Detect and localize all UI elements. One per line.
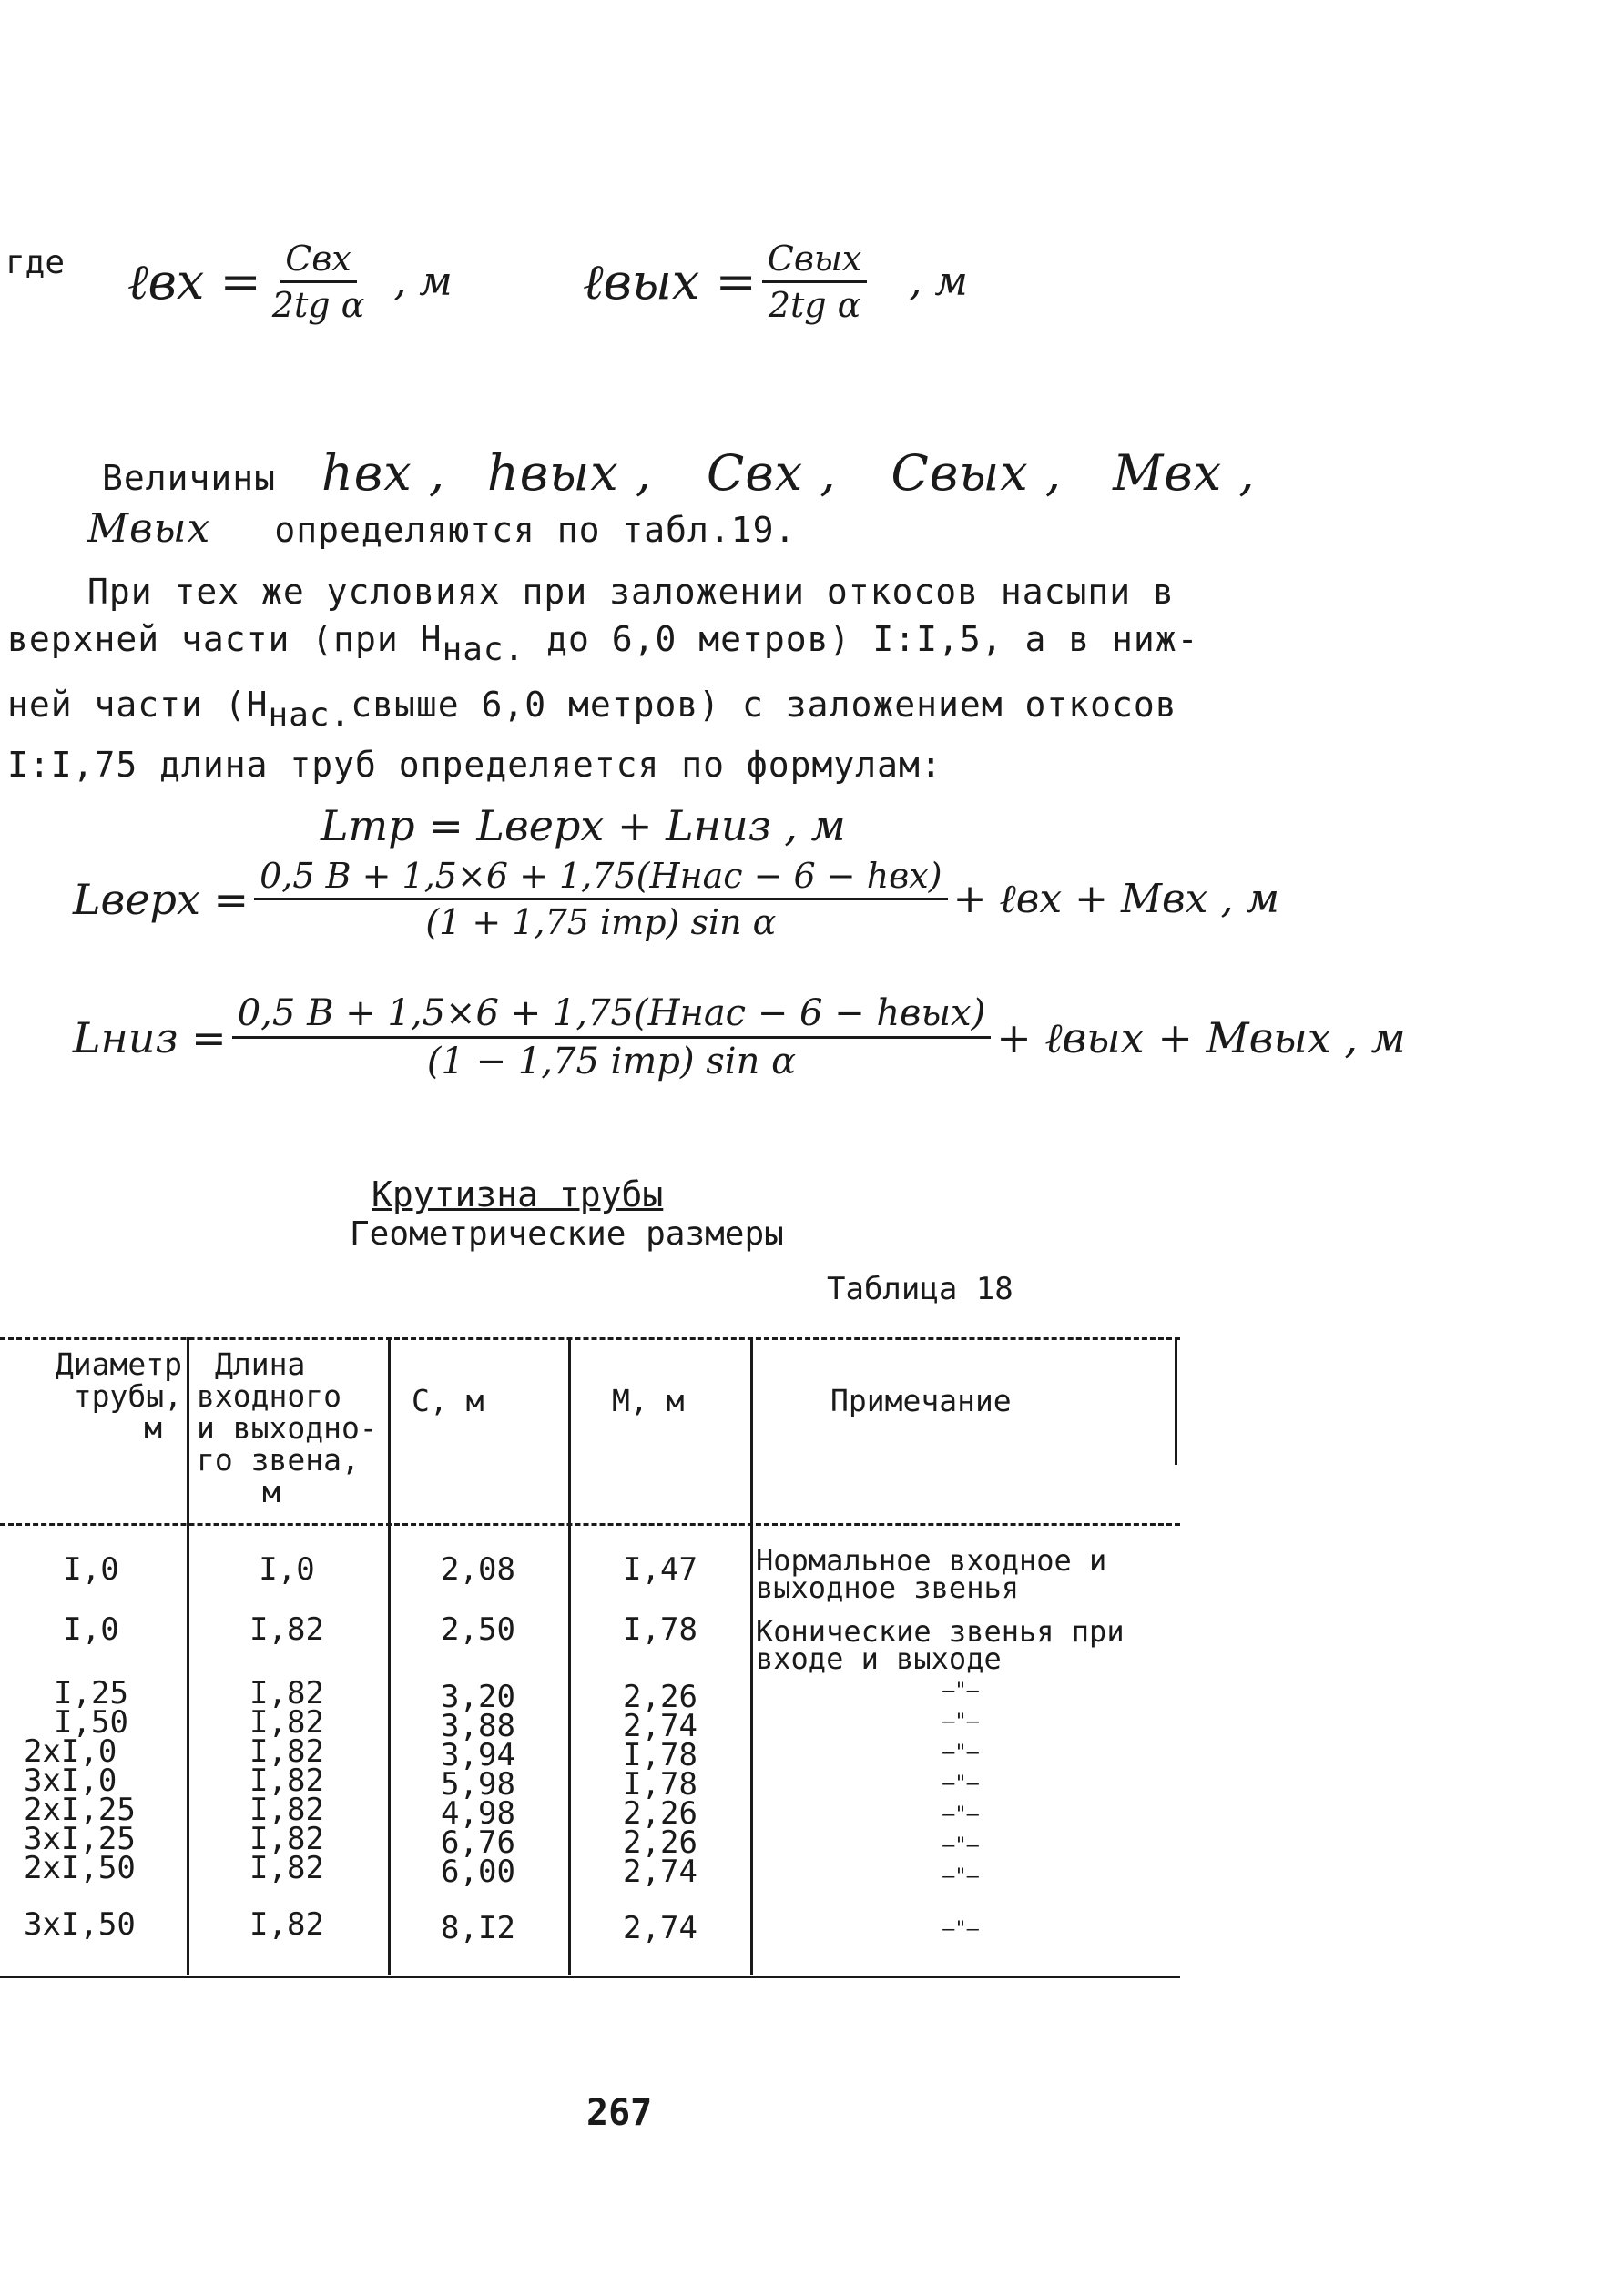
- symbol-h-out: hвых ,: [487, 444, 653, 502]
- row-3-c: 3,20: [441, 1679, 515, 1715]
- row-9-length: I,82: [249, 1850, 324, 1886]
- row-9-note: –"–: [942, 1865, 979, 1888]
- header-c: С, м: [412, 1383, 484, 1418]
- formula-lower-fraction: [232, 992, 991, 1082]
- table-col-divider-3: [568, 1337, 571, 1975]
- header-length-line-1: Длина: [215, 1346, 306, 1382]
- formula-upper-denominator: (1 + 1,75 iтр) sin α: [425, 902, 777, 942]
- table-right-edge: [1175, 1337, 1177, 1465]
- row-7-c: 4,98: [441, 1795, 515, 1832]
- row-1-m: I,47: [623, 1551, 697, 1588]
- row-6-diameter: 3xI,0: [24, 1763, 117, 1799]
- conditions-line-3b: свыше 6,0 метров) с заложением откосов: [351, 685, 1177, 725]
- conditions-line-3-sub: нас.: [268, 696, 351, 734]
- row-2-diameter: I,0: [63, 1611, 119, 1648]
- row-6-m: I,78: [623, 1766, 697, 1803]
- row-7-m: 2,26: [623, 1795, 697, 1832]
- header-m: М, м: [612, 1383, 685, 1418]
- row-10-length: I,82: [249, 1906, 324, 1943]
- l-out-fraction: [762, 239, 868, 325]
- row-8-c: 6,76: [441, 1824, 515, 1861]
- table-col-divider-4: [750, 1337, 753, 1975]
- row-10-m: 2,74: [623, 1910, 697, 1946]
- row-8-m: 2,26: [623, 1824, 697, 1861]
- formula-lower-numerator: 0,5 В + 1,5×6 + 1,75(Ннас − 6 − hвых): [232, 992, 991, 1039]
- row-9-c: 6,00: [441, 1854, 515, 1890]
- table-title: Крутизна трубы: [372, 1174, 664, 1214]
- row-1-length: I,0: [259, 1551, 315, 1588]
- formula-lower: [73, 992, 1406, 1082]
- conditions-line-2: [7, 619, 1198, 668]
- row-5-m: I,78: [623, 1737, 697, 1773]
- page-number: 267: [586, 2092, 653, 2134]
- conditions-line-1: При тех же условиях при заложении откосов насыпи в: [87, 572, 1175, 612]
- symbol-c-out: Свых ,: [891, 444, 1063, 502]
- formula-lower-tail: + ℓвых + Мвых , м: [996, 1012, 1406, 1062]
- row-5-c: 3,94: [441, 1737, 515, 1773]
- row-10-c: 8,I2: [441, 1910, 515, 1946]
- where-word: где: [5, 244, 66, 281]
- formula-lower-denominator: (1 − 1,75 iтр) sin α: [426, 1041, 797, 1082]
- table-label: Таблица 18: [827, 1271, 1013, 1307]
- header-diameter-line-1: Диаметр: [55, 1346, 182, 1382]
- row-1-note-line-2: выходное звенья: [756, 1570, 1019, 1605]
- row-4-c: 3,88: [441, 1708, 515, 1744]
- l-out-unit: , м: [909, 259, 968, 305]
- row-4-note: –"–: [942, 1711, 979, 1733]
- row-1-note-line-1: Нормальное входное и: [756, 1543, 1107, 1578]
- l-out-lhs: ℓвых =: [583, 253, 757, 310]
- table-bottom-rule: [0, 1976, 1180, 1978]
- conditions-line-2a: верхней части (при Н: [7, 619, 443, 659]
- values-lead: Величины: [102, 458, 277, 498]
- formula-upper-fraction: [254, 856, 947, 942]
- values-line-2: [87, 505, 796, 552]
- row-9-m: 2,74: [623, 1854, 697, 1890]
- conditions-line-4: I:I,75 длина труб определяется по формулам:: [7, 745, 942, 785]
- conditions-line-3: [7, 685, 1177, 734]
- header-length-line-3: и выходно-: [197, 1410, 378, 1446]
- row-6-length: I,82: [249, 1763, 324, 1799]
- table-col-divider-2: [388, 1337, 391, 1975]
- row-1-c: 2,08: [441, 1551, 515, 1588]
- formula-l-out: [583, 239, 968, 325]
- row-8-length: I,82: [249, 1821, 324, 1857]
- formula-upper-tail: + ℓвх + Мвх , м: [952, 876, 1279, 922]
- row-6-c: 5,98: [441, 1766, 515, 1803]
- row-7-note: –"–: [942, 1803, 979, 1826]
- l-in-lhs: ℓвх =: [127, 253, 261, 310]
- l-in-fraction: [267, 239, 371, 325]
- row-5-length: I,82: [249, 1733, 324, 1770]
- formula-upper-lhs: Lверх =: [73, 874, 249, 924]
- row-2-length: I,82: [249, 1611, 324, 1648]
- values-tail: определяются по табл.19.: [274, 510, 797, 550]
- formula-total-length: Lтр = Lверх + Lниз , м: [321, 801, 846, 850]
- row-4-diameter: I,50: [54, 1704, 128, 1741]
- l-in-unit: , м: [393, 259, 453, 305]
- header-note: Примечание: [830, 1383, 1012, 1418]
- row-3-diameter: I,25: [54, 1675, 128, 1712]
- table-header-rule: [0, 1523, 1180, 1526]
- header-length-line-4: го звена,: [197, 1442, 360, 1478]
- table-col-divider-1: [187, 1337, 189, 1975]
- row-2-note-line-2: входе и выходе: [756, 1641, 1002, 1676]
- header-diameter-line-3: м: [144, 1410, 162, 1446]
- row-3-length: I,82: [249, 1675, 324, 1712]
- symbol-c-in: Свх ,: [707, 444, 837, 502]
- formula-intro: [5, 244, 128, 281]
- dimensions-table: [0, 1316, 1180, 1980]
- row-10-note: –"–: [942, 1918, 979, 1941]
- row-5-note: –"–: [942, 1742, 979, 1764]
- header-diameter-line-2: трубы,: [73, 1378, 182, 1414]
- row-3-m: 2,26: [623, 1679, 697, 1715]
- row-1-diameter: I,0: [63, 1551, 119, 1588]
- formula-lower-lhs: Lниз =: [73, 1012, 227, 1062]
- header-length-line-5: м: [262, 1474, 280, 1509]
- header-length: [197, 1348, 388, 1508]
- row-8-note: –"–: [942, 1834, 979, 1857]
- row-10-diameter: 3xI,50: [24, 1906, 136, 1943]
- formula-upper-numerator: 0,5 В + 1,5×6 + 1,75(Ннас − 6 − hвх): [254, 856, 947, 900]
- row-4-m: 2,74: [623, 1708, 697, 1744]
- symbol-m-in: Мвх ,: [1113, 444, 1256, 502]
- l-in-numerator: Свх: [280, 239, 357, 283]
- row-4-length: I,82: [249, 1704, 324, 1741]
- row-9-diameter: 2xI,50: [24, 1850, 136, 1886]
- row-3-note: –"–: [942, 1680, 979, 1702]
- l-out-numerator: Свых: [762, 239, 868, 283]
- symbol-h-in: hвх ,: [321, 444, 446, 502]
- row-2-m: I,78: [623, 1611, 697, 1648]
- conditions-line-2-sub: нас.: [442, 631, 525, 668]
- values-line-1: [102, 444, 1256, 502]
- symbol-m-out: Мвых: [87, 505, 211, 552]
- row-8-diameter: 3xI,25: [24, 1821, 136, 1857]
- l-in-denominator: 2tg α: [271, 285, 365, 325]
- row-2-note-line-1: Конические звенья при: [756, 1614, 1125, 1649]
- row-7-length: I,82: [249, 1792, 324, 1828]
- row-2-c: 2,50: [441, 1611, 515, 1648]
- header-length-line-2: входного: [197, 1378, 341, 1414]
- header-diameter: [9, 1348, 182, 1444]
- table-top-rule: [0, 1337, 1180, 1340]
- row-6-note: –"–: [942, 1773, 979, 1795]
- row-5-diameter: 2xI,0: [24, 1733, 117, 1770]
- row-7-diameter: 2xI,25: [24, 1792, 136, 1828]
- formula-l-in: [127, 239, 453, 325]
- conditions-line-3a: ней части (Н: [7, 685, 269, 725]
- conditions-line-2b: до 6,0 метров) I:I,5, а в ниж-: [524, 619, 1199, 659]
- l-out-denominator: 2tg α: [768, 285, 861, 325]
- formula-upper: [73, 856, 1279, 942]
- table-subtitle: Геометрические размеры: [350, 1215, 784, 1253]
